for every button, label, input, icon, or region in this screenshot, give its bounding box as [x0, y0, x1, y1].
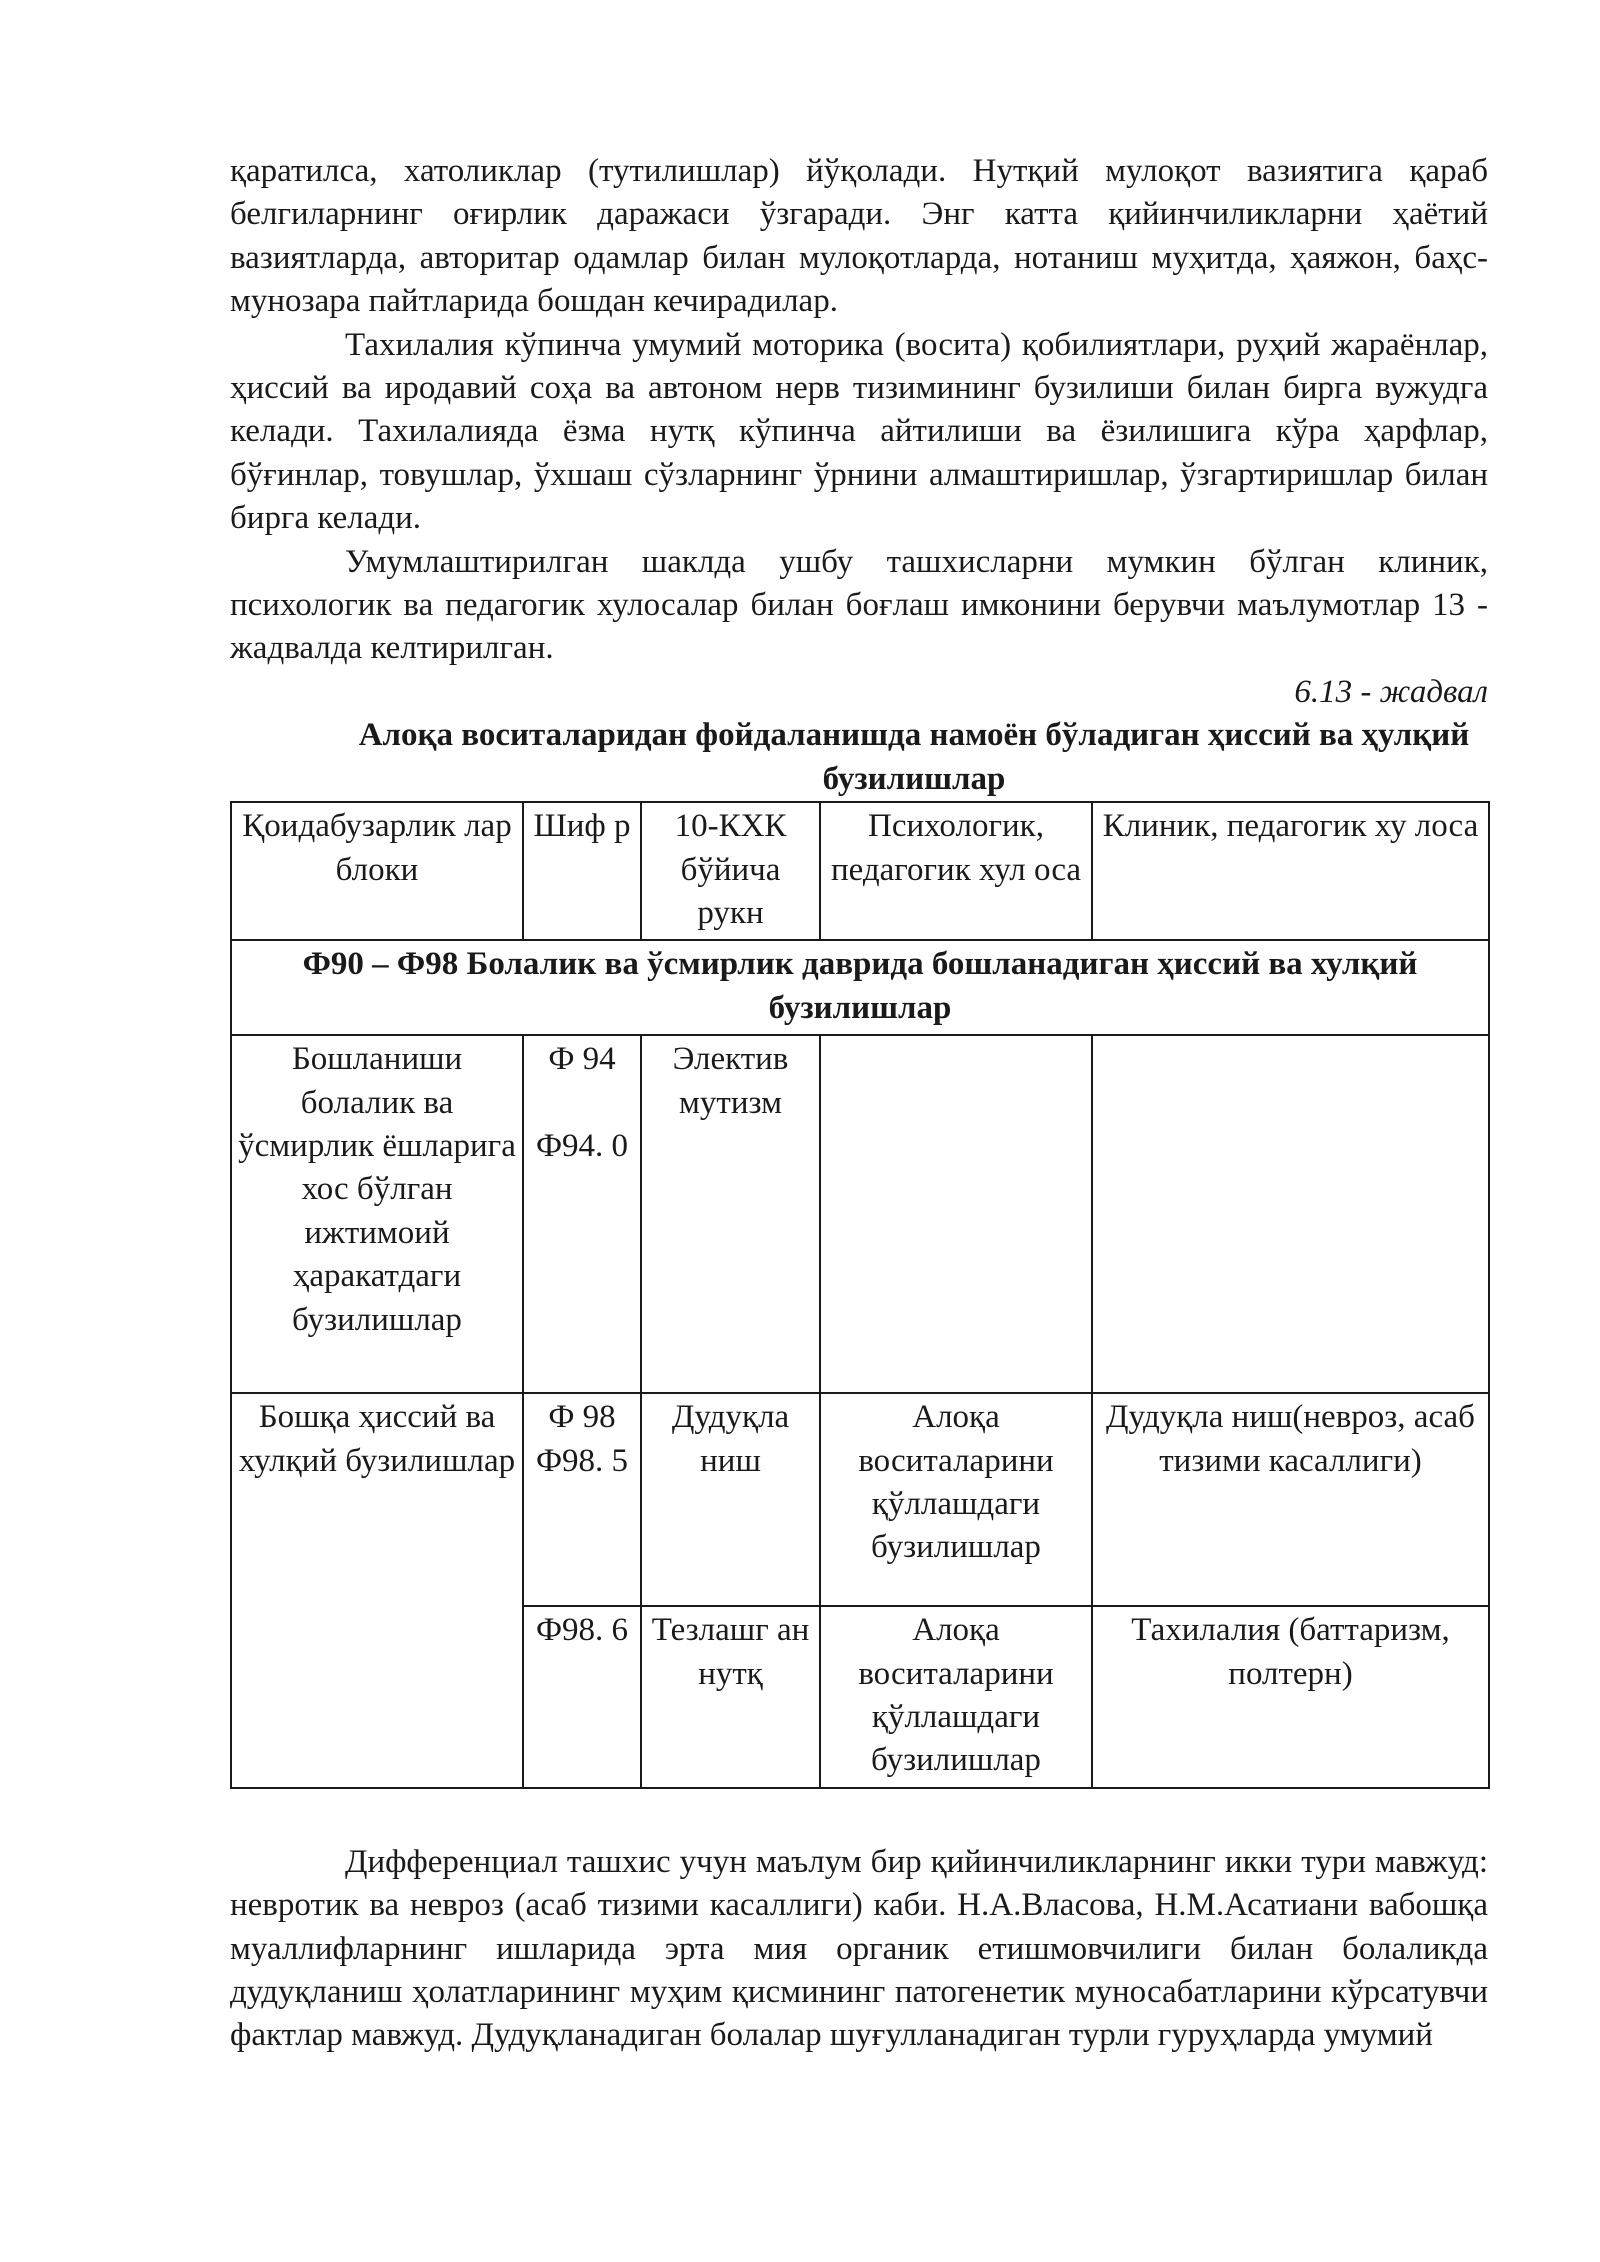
table-cell: [1092, 1035, 1489, 1393]
table-row: [231, 1393, 1489, 1606]
document-page: [230, 150, 1488, 2058]
spacer: [530, 1082, 634, 1125]
table-cell: Электив мутизм: [641, 1035, 820, 1393]
table-section-row: [231, 940, 1489, 1035]
table-cell: [820, 1035, 1092, 1393]
body-paragraph: Умумлаштирилган шаклда ушбу ташхисларни мумкин бўлган клиник, психологик ва педагогик хулосалар билан боғлаш имконини берувчи маълумотлар 13 - жадвалда келтирилган.: [230, 543, 1488, 667]
header-cell: 10-КХК бўйича рукн: [641, 802, 820, 940]
code-value: Ф 94: [548, 1041, 616, 1078]
table-cell: Бошқа ҳиссий ва хулқий бузилишлар: [231, 1393, 523, 1788]
table-row: [231, 1035, 1489, 1393]
table-cell: Дудуқла ниш: [641, 1393, 820, 1606]
table-caption: 6.13 - жадвал: [1294, 673, 1488, 710]
table-cell: Тахилалия (баттаризм, полтерн): [1092, 1606, 1489, 1788]
table-header-row: [231, 802, 1489, 940]
table-title: Алоқа воситаларидан фойдаланишда намоён бўладиган ҳиссий ва ҳулқий бузилишлар: [358, 717, 1470, 797]
table-cell: Дудуқла ниш(невроз, асаб тизими касаллиги): [1092, 1393, 1489, 1606]
section-heading: Ф90 – Ф98 Болалик ва ўсмирлик даврида бошланадиган ҳиссий ва хулқий бузилишлар: [231, 940, 1489, 1035]
disorders-table: [230, 801, 1490, 1789]
table-cell: Тезлашг ан нутқ: [641, 1606, 820, 1788]
table-cell: Бошланиши болалик ва ўсмирлик ёшларига хос бўлган ижтимоий ҳаракатдаги бузилишлар: [231, 1035, 523, 1393]
table-cell: [523, 1035, 641, 1393]
code-value: Ф94. 0: [535, 1127, 629, 1164]
table-cell: Алоқа воситаларини қўллашдаги бузилишлар: [820, 1606, 1092, 1788]
header-cell: Қоидабузарлик лар блоки: [231, 802, 523, 940]
header-cell: Клиник, педагогик ху лоса: [1092, 802, 1489, 940]
body-paragraph: қаратилса, хатоликлар (тутилишлар) йўқолади. Нутқий мулоқот вазиятига қараб белгиларнинг оғирлик даражаси ўзгаради. Энг катта қийинчиликларни ҳаётий вазиятларда, авторитар одамлар билан мулоқотларда, нотаниш муҳитда, ҳаяжон, баҳс-мунозара пайтларида бошдан кечирадилар.: [230, 153, 1488, 320]
table-cell: Ф98. 6: [523, 1606, 641, 1788]
header-cell: Шиф р: [523, 802, 641, 940]
body-paragraph: Тахилалия кўпинча умумий моторика (восита) қобилиятлари, руҳий жараёнлар, ҳиссий ва иродавий соҳа ва автоном нерв тизимининг бузилиши билан бирга вужудга келади. Тахилалияда ёзма нутқ кўпинча айтилиши ва ёзилишига кўра ҳарфлар, бўғинлар, товушлар, ўхшаш сўзларнинг ўрнини алмаштиришлар, ўзгартиришлар билан бирга келади.: [230, 326, 1488, 537]
body-paragraph: Дифференциал ташхис учун маълум бир қийинчиликларнинг икки тури мавжуд: невротик ва невроз (асаб тизими касаллиги) каби. Н.А.Власова, Н.М.Асатиани вабошқа муаллифларнинг ишларида эрта мия органик етишмовчилиги билан болаликда дудуқланиш ҳолатларининг муҳим қисмининг патогенетик муносабатларини кўрсатувчи фактлар мавжуд. Дудуқланадиган болалар шуғулланадиган турли гуруҳларда умумий: [230, 1843, 1488, 2054]
header-cell: Психологик, педагогик хул оса: [820, 802, 1092, 940]
table-cell: Ф 98 Ф98. 5: [523, 1393, 641, 1606]
table-cell: Алоқа воситаларини қўллашдаги бузилишлар: [820, 1393, 1092, 1606]
